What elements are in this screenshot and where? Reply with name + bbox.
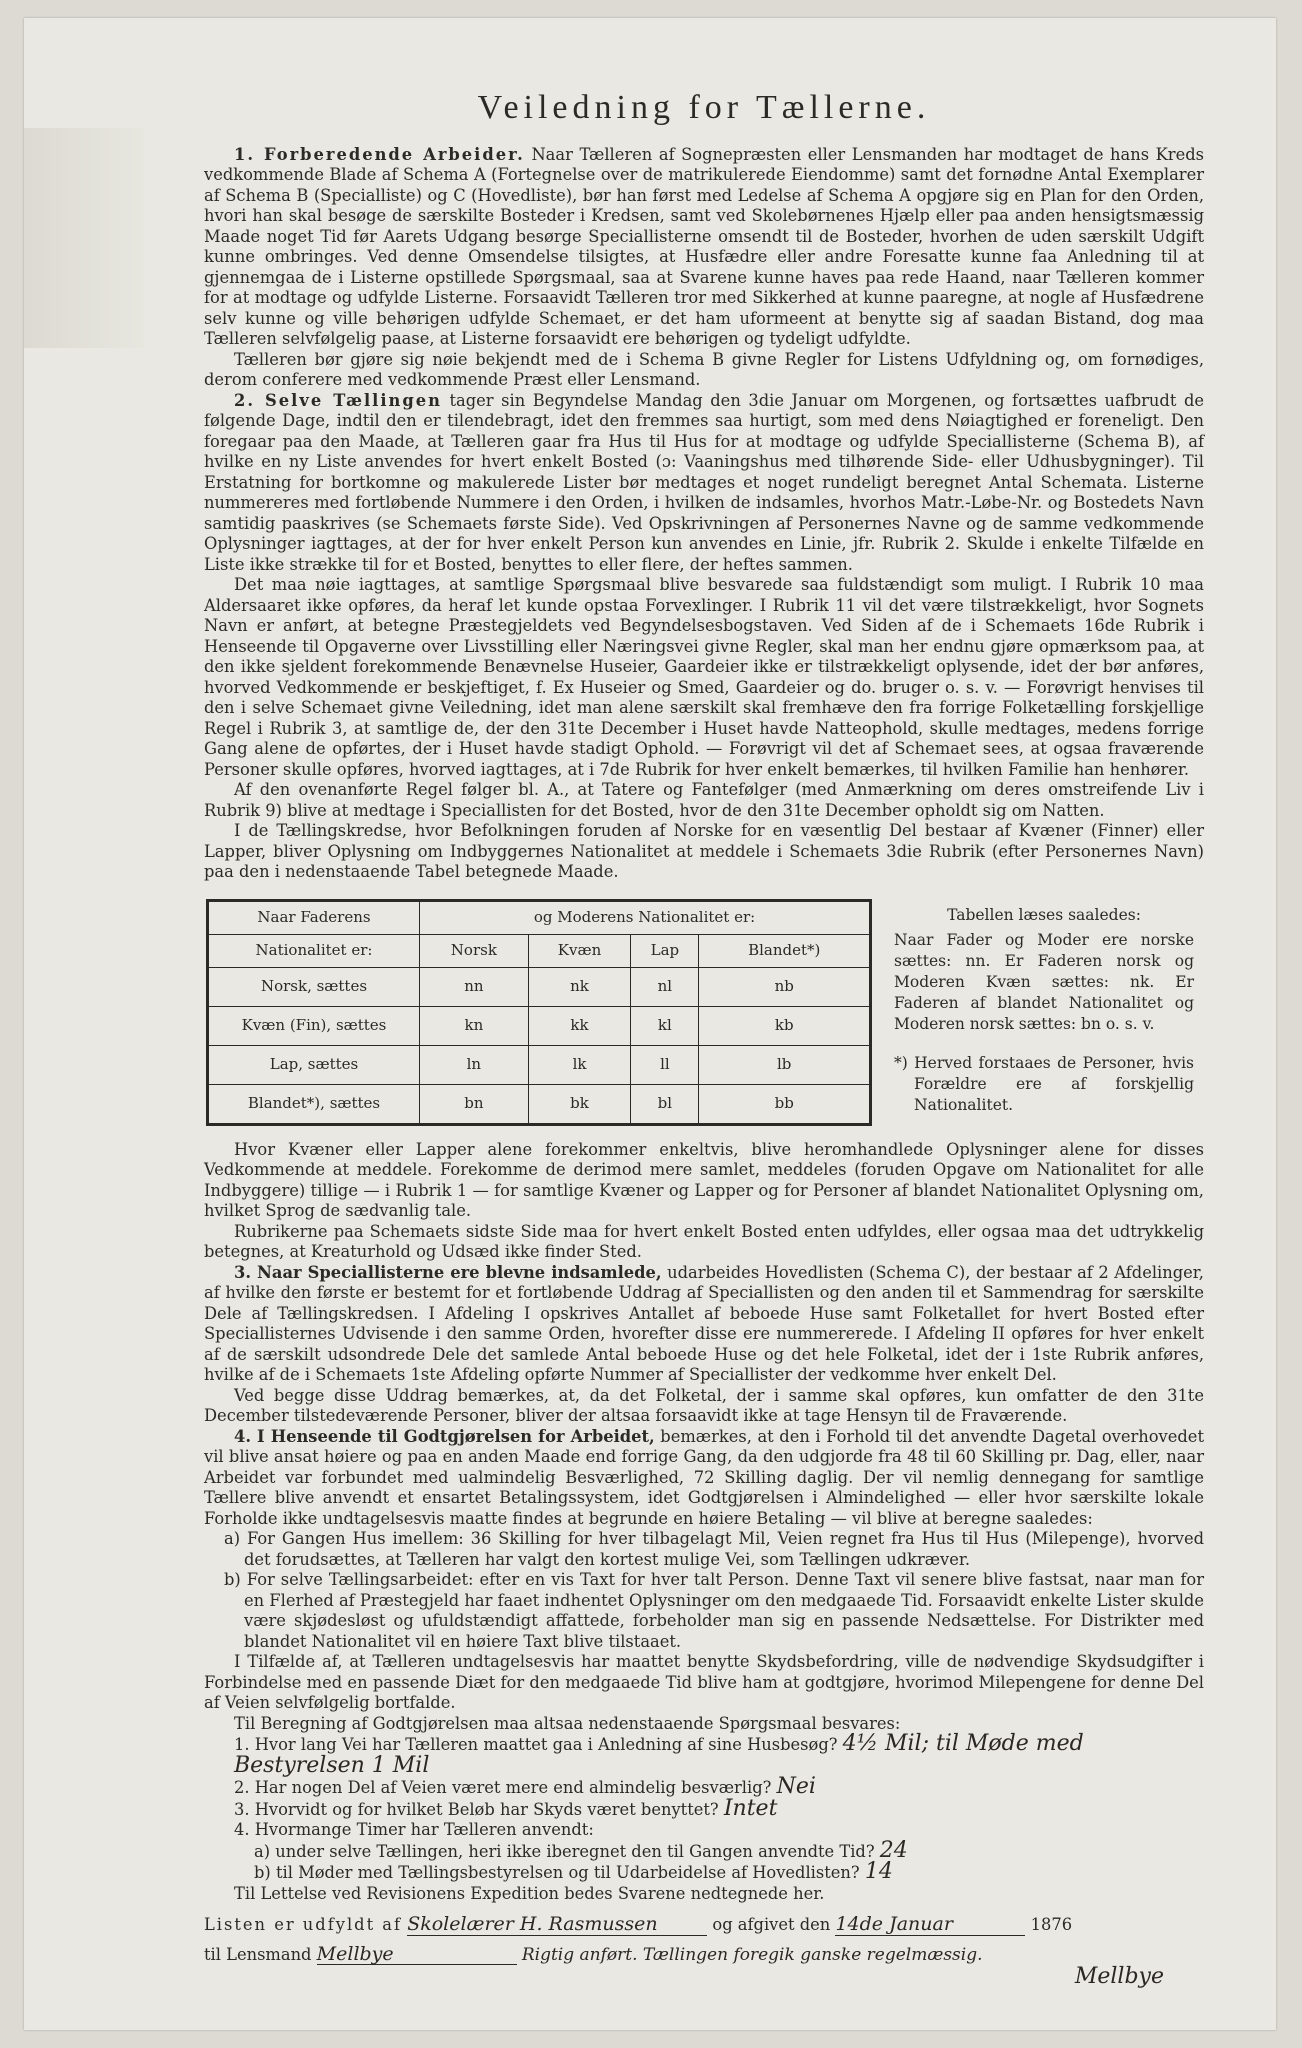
section-3-heading: 3. Naar Speciallisterne ere blevne indsamlede,: [234, 1262, 662, 1282]
signature-line-1: Listen er udfyldt af Skolelærer H. Rasmussen og afgivet den 14de Januar 1876: [204, 1913, 1073, 1935]
counter-name: Skolelærer H. Rasmussen: [407, 1914, 707, 1936]
table-row: [208, 1045, 871, 1084]
nationality-table: [206, 899, 872, 1126]
section-1-heading: 1. Forberedende Arbeider.: [234, 144, 525, 164]
question-4a: a) under selve Tællingen, heri ikke iberegnet den til Gangen anvendte Tid? 24: [254, 1837, 908, 1863]
section-1-paragraph: 1. Forberedende Arbeider. Naar Tælleren af Sognepræsten eller Lensmanden har modtaget de hans Kreds vedkommende Blade af Schema A (Fortegnelse over de matrikulerede Eiendomme) samt det fornødne Antal Exemplarer af Schema B (Specialliste) og C (Hovedliste), bør han først med Ledelse af Schema A opgjøre sig en Plan for den Orden, hvori han skal besøge de særskilte Bosteder i Kredsen, samt ved Skolebørnenes Hjælp eller paa anden hensigtsmæssig Maade noget Tid før Aarets Udgang besørge Speciallisterne omsendt til de Bosteder, hvorhen de uden særskilt Udgift kunne ombringes. Ved denne Omsendelse tilsigtes, at Husfædre eller andre Foresatte kunne faa Anledning til at gjennemgaa de i Listerne opstillede Spørgsmaal, saa at Svarene kunne haves paa rede Haand, naar Tælleren kommer for at modtage og udfylde Listerne. Forsaavidt Tælleren tror med Sikkerhed at kunne paaregne, at nogle af Husfædrene selv kunne og ville behørigen udfylde Schemaet, er det ham uformeent at benytte sig af saadan Bistand, dog maa Tælleren selvfølgelig paase, at Listerne forsaavidt ere behørigen og tydeligt udfyldte.: [204, 144, 1204, 348]
lensmand-signature: Mellbye: [1074, 1964, 1164, 1989]
signature-line-2: til Lensmand Mellbye Rigtig anført. Tællingen foregik ganske regelmæssig.: [204, 1942, 983, 1965]
section-2-heading: 2. Selve Tællingen: [234, 390, 442, 410]
section-4-item-b: b) For selve Tællingsarbeidet: efter en vis Taxt for hver talt Person. Denne Taxt vil senere blive fastsat, naar man for en Flerhed af Præstegjeld har faaet indhentet Oplysninger om den medgaaede Tid. Forsaavidt enkelte Lister skulde være skjødesløst og ufuldstændigt affattede, forbeholder man sig en passende Nedsættelse. For Distrikter med blandet Nationalitet vil en høiere Taxt blive tilstaaet.: [224, 1570, 1204, 1651]
table-row: [208, 1084, 871, 1124]
bleed-through-stamp: [24, 128, 144, 348]
submitted-year: 1876: [1030, 1915, 1073, 1934]
section-2-paragraph-4: I de Tællingskredse, hvor Befolkningen foruden af Norske for en væsentlig Del bestaar af Kvæner (Finner) eller Lapper, bliver Oplysning om Indbyggernes Nationalitet at meddele i Schemaets 3die Rubrik (efter Personernes Navn) paa den i nedenstaaende Tabel betegnede Maade.: [204, 821, 1204, 881]
section-2-paragraph: 2. Selve Tællingen tager sin Begyndelse Mandag den 3die Januar om Morgenen, og fortsættes uafbrudt de følgende Dage, indtil den er tilendebragt, idet den fremmes saa hurtigt, som med dens Nøiagtighed er foreneligt. Den foregaar paa den Maade, at Tælleren gaar fra Hus til Hus for at modtage og udfylde Speciallisterne (Schema B), af hvilke en ny Liste anvendes for hvert enkelt Bosted (ɔ: Vaaningshus med tilhørende Side- eller Udhusbygninger). Til Erstatning for bortkomne og makulerede Lister bør medtages et noget rundeligt beregnet Antal Schemata. Listerne nummereres med fortløbende Nummere i den Orden, i hvilken de indsamles, hvorhos Matr.-Løbe-Nr. og Bostedets Navn samtidig paaskrives (se Schemaets første Side). Ved Opskrivningen af Personernes Navne og de samme vedkommende Oplysninger iagttages, at der for hver enkelt Person kun anvendes en Linie, jfr. Rubrik 2. Skulde i enkelte Tilfælde en Liste ikke strække til for et Bosted, benyttes to eller flere, der heftes sammen.: [204, 390, 1204, 574]
table-cell: nk: [528, 967, 631, 1006]
legend-footnote: *) Herved forstaaes de Personer, hvis Forældre ere af forskjellig Nationalitet.: [894, 1053, 1194, 1114]
table-cell: bn: [420, 1084, 529, 1124]
section-4-heading: 4. I Henseende til Godtgjørelsen for Arbeidet,: [234, 1426, 655, 1446]
answer-3: Intet: [723, 1795, 778, 1821]
col-header: Lap: [631, 934, 699, 967]
section-3-paragraph-2: Ved begge disse Uddrag bemærkes, at, da det Folketal, der i samme skal opføres, kun omfatter de den 31te December tilstedeværende Personer, bliver der altsaa forsaavidt ikke at tage Hensyn til de Fraværende.: [204, 1385, 1204, 1425]
table-cell: ln: [420, 1045, 529, 1084]
table-cell: nb: [699, 967, 871, 1006]
legend-title: Tabellen læses saaledes:: [947, 905, 1141, 924]
section-4-paragraph-2: I Tilfælde af, at Tælleren undtagelsesvis har maattet benytte Skydsbefordring, ville de nødvendige Skydsudgifter i Forbindelse med en passende Diæt for den medgaaede Tid blive ham at godtgjøre, hvorimod Milepengene for denne Del af Veien selvfølgelig bortfalde.: [204, 1652, 1204, 1712]
table-cell: lk: [528, 1045, 631, 1084]
table-cell: nn: [420, 967, 529, 1006]
table-cell: nl: [631, 967, 699, 1006]
row-label: Blandet*), sættes: [208, 1084, 420, 1124]
questions-list: [204, 1731, 1204, 1904]
col-header: Norsk: [420, 934, 529, 967]
father-header-2: Nationalitet er:: [208, 934, 420, 967]
table-cell: bl: [631, 1084, 699, 1124]
col-header: Kvæn: [528, 934, 631, 967]
question-4: 4. Hvormange Timer har Tælleren anvendt:: [234, 1820, 594, 1839]
after-table-paragraph-2: Rubrikerne paa Schemaets sidste Side maa for hvert enkelt Bosted enten udfyldes, eller ogsaa maa det udtrykkelig betegnes, at Kreaturhold og Udsæd ikke finder Sted.: [204, 1221, 1204, 1261]
table-row: [208, 967, 871, 1006]
section-4-paragraph-3: Til Beregning af Godtgjørelsen maa altsaa nedenstaaende Spørgsmaal besvares:: [234, 1713, 901, 1733]
section-1-paragraph-2: Tælleren bør gjøre sig nøie bekjendt med de i Schema B givne Regler for Listens Udfyldning og, om fornødiges, derom conferere med vedkommende Præst eller Lensmand.: [204, 349, 1204, 389]
section-2-paragraph-2: Det maa nøie iagttages, at samtlige Spørgsmaal blive besvarede saa fuldstændigt som muligt. I Rubrik 10 maa Aldersaaret ikke opføres, da heraf let kunde opstaa Forvexlinger. I Rubrik 11 vil det være tilstrækkeligt, hvor Sognets Navn er anført, at betegne Præstegjeldets ved Begyndelsesbogstaven. Ved Siden af de i Schemaets 16de Rubrik i Henseende til Opgaverne over Livsstilling eller Næringsvei givne Regler, skal man her endnu gjøre opmærksom paa, at den ikke sjeldent forekommende Benævnelse Huseier, Gaardeier ikke er tilstrækkeligt oplysende, idet der bør anføres, hvorved Vedkommende er beskjeftiget, f. Ex Huseier og Smed, Gaardeier og do. bruger o. s. v. — Forøvrigt henvises til den i selve Schemaet givne Veiledning, idet man alene særskilt skal fremhæve den fra forrige Folketælling forskjellige Regel i Rubrik 3, at samtlige de, der den 31te December i Huset havde Natteophold, skulle medtages, medens forrige Gang alene de opførtes, der i Huset havde stadigt Ophold. — Forøvrigt vil det af Schemaet sees, at ogsaa fraværende Personer skulle opføres, hvorved iagttages, at i 7de Rubrik for hver enkelt bemærkes, til hvilken Familie han henhører.: [204, 575, 1204, 779]
nationality-block: [206, 899, 1204, 1126]
table-cell: ll: [631, 1045, 699, 1084]
document-content: [204, 89, 1204, 1989]
table-cell: lb: [699, 1045, 871, 1084]
submitted-date: 14de Januar: [835, 1914, 1025, 1936]
answer-1: 4½ Mil; til Møde med Bestyrelsen 1 Mil: [234, 1731, 1084, 1778]
table-legend: [894, 899, 1194, 1126]
answer-4b: 14: [864, 1859, 893, 1884]
answer-2: Nei: [776, 1774, 816, 1799]
table-cell: bk: [528, 1084, 631, 1124]
question-2: 2. Har nogen Del af Veien været mere end almindelig besværlig? Nei: [234, 1774, 816, 1799]
table-cell: kk: [528, 1006, 631, 1045]
legend-text: Naar Fader og Moder ere norske sættes: nn. Er Faderen norsk og Moderen Kvæn sættes: nk. Er Faderen af blandet Nationalitet og Moderen norsk sættes: bn o. s. v.: [894, 930, 1194, 1033]
table-cell: kb: [699, 1006, 871, 1045]
section-3-paragraph: 3. Naar Speciallisterne ere blevne indsamlede, udarbeides Hovedlisten (Schema C), der bestaar af 2 Afdelinger, af hvilke den første er bestemt for et fortløbende Uddrag af Speciallisten og den anden til et Sammendrag for særskilte Dele af Tællingskredsen. I Afdeling I opskrives Antallet af beboede Huse samt Folketallet for hvert Bosted efter Speciallisternes Udvisende i den samme Orden, hvorefter disse ere nummererede. I Afdeling II opføres for hver enkelt af de særskilt udsondrede Dele det samlede Antal beboede Huse og det hele Folketal, idet der i 1ste Rubrik anføres, hvilke af de i Schemaets 1ste Afdeling opførte Nummer af Speciallister der vedkomme hver enkelt Del.: [204, 1262, 1204, 1384]
section-4-paragraph: 4. I Henseende til Godtgjørelsen for Arbeidet, bemærkes, at den i Forhold til det anvendte Dagetal overhovedet vil blive ansat høiere og paa en anden Maade end forrige Gang, da den udgjorde fra 48 til 60 Skilling pr. Dag, eller, naar Arbeidet var forbundet med ualmindelig Besværlighed, 72 Skilling daglig. Der vil nemlig dennegang for samtlige Tællere blive anvendt et ensartet Betalingssystem, idet Godtgjørelsen i Almindelighed — eller hvor særskilte lokale Forholde ikke undtagelsesvis maatte findes at begrunde en høiere Betaling — vil blive at beregne saaledes:: [204, 1426, 1204, 1528]
question-4b: b) til Møder med Tællingsbestyrelsen og til Udarbeidelse af Hovedlisten? 14: [254, 1859, 893, 1884]
mother-header: og Moderens Nationalitet er:: [420, 900, 871, 934]
row-label: Kvæn (Fin), sættes: [208, 1006, 420, 1045]
father-header-1: Naar Faderens: [208, 900, 420, 934]
table-cell: kn: [420, 1006, 529, 1045]
table-cell: bb: [699, 1084, 871, 1124]
lensmand-note: Rigtig anført. Tællingen foregik ganske regelmæssig.: [521, 1944, 983, 1965]
row-label: Norsk, sættes: [208, 967, 420, 1006]
table-cell: kl: [631, 1006, 699, 1045]
section-4-item-a: a) For Gangen Hus imellem: 36 Skilling for hver tilbagelagt Mil, Veien regnet fra Hus til Hus (Milepenge), hvorved det forudsættes, at Tælleren har valgt den kortest mulige Vei, som Tællingen udkræver.: [224, 1529, 1204, 1569]
page-title: Veiledning for Tællerne.: [477, 89, 931, 126]
col-header: Blandet*): [699, 934, 871, 967]
row-label: Lap, sættes: [208, 1045, 420, 1084]
lensmand-name: Mellbye: [317, 1944, 517, 1966]
document-page: [24, 18, 1276, 2030]
closing-line: Til Lettelse ved Revisionens Expedition bedes Svarene nedtegnede her.: [234, 1883, 825, 1903]
question-1: 1. Hvor lang Vei har Tælleren maattet gaa i Anledning af sine Husbesøg? 4½ Mil; til Møde med Bestyrelsen 1 Mil: [234, 1731, 1084, 1778]
question-3: 3. Hvorvidt og for hvilket Beløb har Skyds været benyttet? Intet: [234, 1795, 778, 1821]
after-table-paragraph: Hvor Kvæner eller Lapper alene forekommer enkeltvis, blive heromhandlede Oplysninger alene for disses Vedkommende at meddele. Forekomme de derimod mere samlet, meddeles (foruden Opgave om Nationalitet for alle Indbyggere) tillige — i Rubrik 1 — for samtlige Kvæner og Lapper og for Personer af blandet Nationalitet Oplysning om, hvilket Sprog de sædvanlig tale.: [204, 1139, 1204, 1220]
answer-4a: 24: [879, 1837, 908, 1863]
section-2-paragraph-3: Af den ovenanførte Regel følger bl. A., at Tatere og Fantefølger (med Anmærkning om deres omstreifende Liv i Rubrik 9) blive at medtage i Speciallisten for det Bosted, hvor de den 31te December opholdt sig om Natten.: [204, 780, 1204, 820]
signature-block: [204, 1914, 1204, 1989]
table-row: [208, 1006, 871, 1045]
